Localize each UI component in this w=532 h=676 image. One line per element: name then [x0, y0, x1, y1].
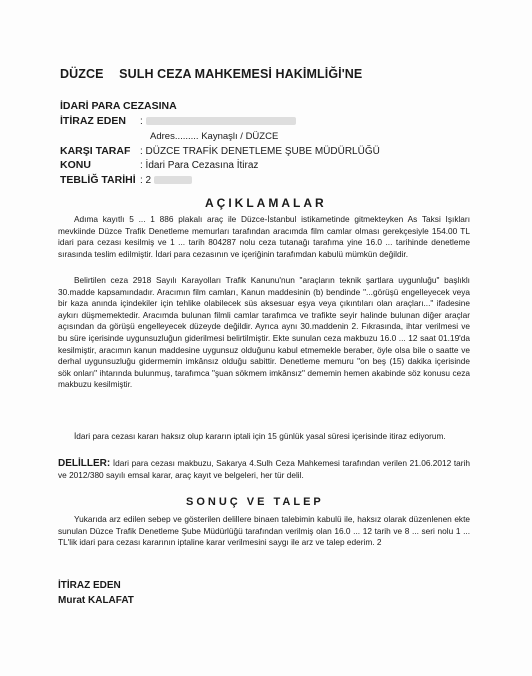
redaction — [154, 176, 192, 184]
evidence-paragraph — [58, 458, 470, 481]
signature-label: İTİRAZ EDEN — [58, 580, 121, 591]
subject-value: : İdari Para Cezasına İtiraz — [140, 160, 259, 171]
address-line: Adres......... Kaynaşlı / DÜZCE — [150, 131, 279, 142]
evidence-label: DELİLLER: — [58, 458, 111, 469]
notification-date-value: : 2 — [140, 175, 192, 186]
explanation-paragraph-1: Adıma kayıtlı 5 ... 1 886 plakalı araç ile Düzce-İstanbul istikametinde gitmekteyken As Taksi Işıkları mevkiinde Düzce Trafik Denetleme memurları tarafından aracımda film camlar olması gerekçesiyle 154.00 TL idari para cezası kesilmiş ve 1 ... tarih 804287 nolu ceza tutanağı tarafıma yine 16.0 ... tarihinde denetleme sırasında teslim edilmiştir. İdari para cezasının ve içeriğinin tarafımdan kabulü mümkün değildir. — [58, 214, 470, 259]
redaction — [146, 117, 296, 125]
notification-date-label: TEBLİĞ TARİHİ — [60, 174, 136, 186]
opposing-party-value: : DÜZCE TRAFİK DENETLEME ŞUBE MÜDÜRLÜĞÜ — [140, 146, 380, 157]
explanations-heading: AÇIKLAMALAR — [205, 196, 327, 210]
explanation-paragraph-2: Belirtilen ceza 2918 Sayılı Karayolları Trafik Kanunu'nun "araçların teknik şartlara uygunluğu" başlıklı 30.madde kapsamındadır. Aracımın film camları, Kanun maddesinin (b) bendinde "...görüşü engelleyecek veya bir kaza anında içindekiler için tehlike olabilecek süs aksesuar eşya veya çıkıntıları olan araçları..." ifadesine aykırı düşmemektedir. Aracımda bulunan filmli camlar tarafımca ve trafikte seyir halinde bulunan diğer araçlar açısından da görüşü engelleyecek düzeyde değildir. Ayrıca aynı 30.maddenin 2. Fıkrasında, ihtar verilmesi ve bu süre içerisinde uygunsuzluğun giderilmesi belirtilmiştir. Ekte sunulan ceza makbuzu 16.0 ... 12 saat 01.19'da kesilmiştir, aracımın kanun maddesine uygunsuz olduğunu kabul etmemekle beraber, öyle olsa bile o saatte ve derhal uygunsuzluğu gidermemin imkânsız olduğu sabittir. Denetleme memuru "on beş (15) dakika içerisinde sök onları" ihtarında bulunmuş, tarafımca "şuan sökmem imkânsız" dememin hemen akabinde söz konusu ceza makbuzu kesilmiştir. — [58, 275, 470, 390]
title-city: DÜZCE — [60, 67, 104, 81]
title-court: SULH CEZA MAHKEMESİ HAKİMLİĞİ'NE — [119, 67, 363, 81]
objector-value: : — [140, 116, 296, 127]
result-heading: SONUÇ VE TALEP — [186, 496, 324, 508]
document-title — [60, 67, 362, 81]
result-paragraph: Yukarıda arz edilen sebep ve gösterilen delillere binaen talebimin kabulü ile, haksız olarak düzenlenen ekte sunulan Düzce Trafik Denetleme Şube Müdürlüğü tarafından verilmiş olan 16.0 ... 12 tarih ve 8 ... seri nolu 1 ... TL'lik idari para cezası kararının iptaline karar verilmesini saygı ile arz ve talep ederim. 2 — [58, 514, 470, 548]
case-subject: İDARİ PARA CEZASINA — [60, 100, 177, 112]
evidence-text: İdari para cezası makbuzu, Sakarya 4.Sulh Ceza Mahkemesi tarafından verilen 21.06.2012 tarih ve 2012/380 sayılı emsal karar, araç kayıt ve belgeleri, her tür delil. — [58, 458, 470, 480]
objector-label: İTİRAZ EDEN — [60, 115, 126, 127]
signature-name: Murat KALAFAT — [58, 595, 134, 606]
opposing-party-label: KARŞI TARAF — [60, 145, 131, 157]
subject-label: KONU — [60, 159, 91, 171]
explanation-paragraph-3: İdari para cezası kararı haksız olup kararın iptali için 15 günlük yasal süresi içerisinde itiraz ediyorum. — [74, 431, 446, 441]
